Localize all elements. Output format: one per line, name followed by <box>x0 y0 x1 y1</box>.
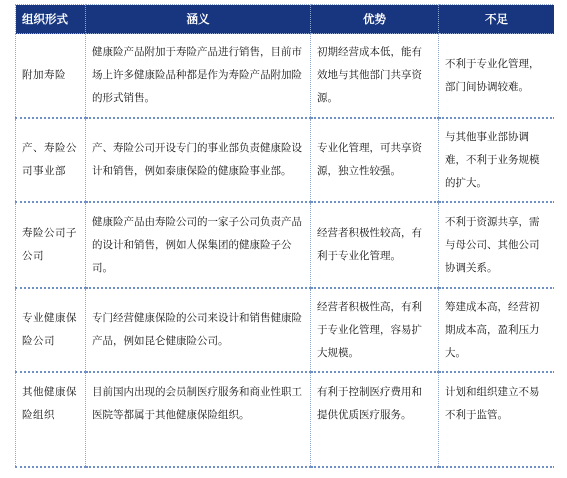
disadvantage-cell: 计划和组织建立不易不利于监管。 <box>439 372 555 467</box>
disadvantage-cell: 与其他事业部协调难，不利于业务规模的扩大。 <box>439 118 555 202</box>
header-disadvantage: 不足 <box>439 5 555 34</box>
advantage-cell: 初期经营成本低，能有效地与其他部门共享资源。 <box>311 34 439 119</box>
health-insurance-organization-table <box>15 4 554 468</box>
form-cell: 专业健康保险公司 <box>16 288 86 372</box>
table-row <box>16 202 555 288</box>
disadvantage-cell: 筹建成本高，经营初期成本高，盈利压力大。 <box>439 288 555 372</box>
meaning-cell: 产、寿险公司开设专门的事业部负责健康险设计和销售，例如泰康保险的健康险事业部。 <box>86 118 311 202</box>
meaning-cell: 专门经营健康保险的公司来设计和销售健康险产品，例如昆仑健康险公司。 <box>86 288 311 372</box>
meaning-cell: 健康险产品由寿险公司的一家子公司负责产品的设计和销售，例如人保集团的健康险子公司。 <box>86 202 311 288</box>
form-cell: 产、寿险公司事业部 <box>16 118 86 202</box>
table-row <box>16 288 555 372</box>
header-advantage: 优势 <box>311 5 439 34</box>
table-row <box>16 34 555 119</box>
disadvantage-cell: 不利于专业化管理，部门间协调较难。 <box>439 34 555 119</box>
table-row <box>16 118 555 202</box>
form-cell: 寿险公司子公司 <box>16 202 86 288</box>
form-cell: 其他健康保险组织 <box>16 372 86 467</box>
advantage-cell: 专业化管理，可共享资源，独立性较强。 <box>311 118 439 202</box>
header-form: 组织形式 <box>16 5 86 34</box>
header-meaning: 涵义 <box>86 5 311 34</box>
table-frame <box>15 4 554 474</box>
advantage-cell: 有利于控制医疗费用和提供优质医疗服务。 <box>311 372 439 467</box>
meaning-cell: 健康险产品附加于寿险产品进行销售，目前市场上许多健康险品种都是作为寿险产品附加险的形式销售。 <box>86 34 311 119</box>
table-row <box>16 372 555 467</box>
advantage-cell: 经营者积极性高，有利于专业化管理，容易扩大规模。 <box>311 288 439 372</box>
meaning-cell: 目前国内出现的会员制医疗服务和商业性职工医院等都属于其他健康保险组织。 <box>86 372 311 467</box>
advantage-cell: 经营者积极性较高，有利于专业化管理。 <box>311 202 439 288</box>
form-cell: 附加寿险 <box>16 34 86 119</box>
table-header-row <box>16 5 555 34</box>
disadvantage-cell: 不利于资源共享，需与母公司、其他公司协调关系。 <box>439 202 555 288</box>
